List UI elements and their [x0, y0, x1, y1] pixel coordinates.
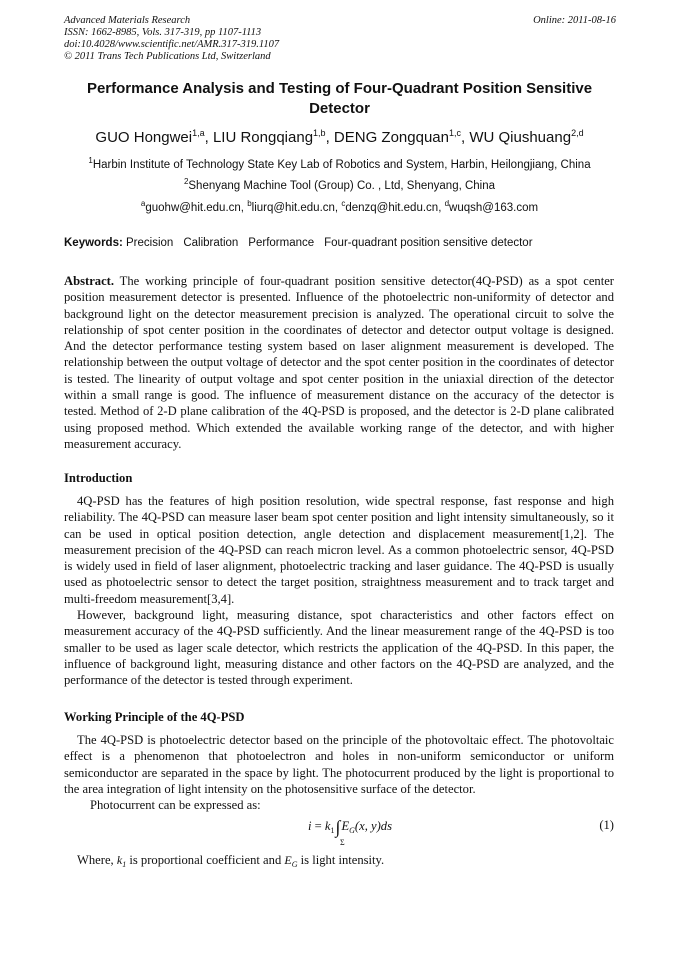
- section-heading-working-principle: Working Principle of the 4Q-PSD: [64, 710, 245, 724]
- author-affiliation-mark: 1,c: [448, 128, 461, 138]
- where-text: is proportional coefficient and: [126, 853, 282, 867]
- affiliation-1: [64, 158, 615, 172]
- working-principle-paragraph-1: The 4Q-PSD is photoelectric detector based on the principle of the photovoltaic effect. The photovoltaic effect is a phenomenon that photoelectron and holes in non-uniform semiconductor or uniform semiconductor are separated in the space by light. The photocurrent produced by the light is proportional to the area integration of light intensity on the photosensitive surface of the detector.: [64, 733, 614, 796]
- working-principle-paragraph-2: Photocurrent can be expressed as:: [90, 798, 261, 812]
- section-heading-introduction: Introduction: [64, 471, 133, 485]
- eq-lhs: i: [308, 819, 312, 833]
- keyword: Four-quadrant position sensitive detector: [324, 237, 533, 249]
- eq-E: E: [341, 819, 350, 833]
- author-list: [64, 128, 615, 148]
- journal-header: [64, 15, 616, 63]
- abstract: [64, 273, 614, 452]
- affiliation-mark: 1: [88, 156, 93, 165]
- email-link[interactable]: guohw@hit.edu.cn,: [145, 202, 248, 214]
- author-name: DENG Zongquan: [333, 129, 449, 146]
- affiliation-2: [64, 179, 615, 193]
- keywords-label: Keywords:: [64, 237, 123, 249]
- author-affiliation-mark: 1,b: [313, 128, 326, 138]
- affiliation-text: Shenyang Machine Tool (Group) Co. , Ltd, Shenyang, China: [188, 180, 496, 192]
- abstract-text: The working principle of four-quadrant position sensitive detector(4Q-PSD) as a spot center position measurement detector is presented. Influence of the photoelectric non-uniformity of detector and background light on the detector measurement precision is analyzed. The operational circuit to solve the relationship of spot center position in the coordinates of detector and detector output voltage is designed. And the detector performance testing system based on laser alignment measurement is developed. The relationship between the output voltage of detector and the spot center position in the coordinates of detector is tested. The linearity of output voltage and spot center position in the uniaxial direction of the detector within a small range is good. The influence of measurement distance on the accuracy of the detector is tested. Method of 2-D plane calibration of the 4Q-PSD is proposed, and the detector is 2-D plane calibrated using proposed method. Which extended the available working range of the detector, and with higher measurement accuracy.: [64, 274, 615, 451]
- where-k: k: [116, 853, 123, 867]
- keyword: Performance: [248, 237, 315, 249]
- author-name: LIU Rongqiang: [212, 129, 314, 146]
- keyword: Calibration: [183, 237, 239, 249]
- keywords-line: [64, 236, 615, 250]
- email-mark: d: [444, 199, 450, 208]
- email-list: [64, 201, 615, 215]
- eq-k-subscript: 1: [330, 826, 335, 835]
- email-link[interactable]: denzq@hit.edu.cn,: [345, 202, 445, 214]
- email-mark: b: [247, 199, 252, 208]
- affiliation-mark: 2: [183, 177, 189, 186]
- where-k-subscript: 1: [122, 860, 127, 869]
- author-affiliation-mark: 2,d: [571, 128, 584, 138]
- author-separator: ,: [204, 129, 213, 146]
- where-text: is light intensity.: [297, 853, 385, 867]
- doi-line: doi:10.4028/www.scientific.net/AMR.317-319.1107: [64, 39, 280, 50]
- equation-number: (1): [599, 818, 614, 832]
- equation-body: [308, 817, 392, 847]
- paper-title: Performance Analysis and Testing of Four-Quadrant Position Sensitive Detector: [86, 80, 593, 117]
- author-name: WU Qiushuang: [469, 129, 572, 146]
- email-mark: a: [140, 199, 146, 208]
- copyright-line: © 2011 Trans Tech Publications Ltd, Switzerland: [64, 51, 271, 62]
- email-link[interactable]: liurq@hit.edu.cn,: [251, 202, 342, 214]
- author-affiliation-mark: 1,a: [192, 128, 205, 138]
- eq-sigma: Σ: [340, 838, 345, 847]
- eq-integral: ∫: [335, 817, 341, 837]
- issn-line: ISSN: 1662-8985, Vols. 317-319, pp 1107-1113: [64, 27, 262, 38]
- where-E-subscript: G: [291, 860, 298, 869]
- email-mark: c: [341, 199, 346, 208]
- author-separator: ,: [461, 129, 470, 146]
- author-separator: ,: [325, 129, 334, 146]
- eq-E-subscript: G: [349, 826, 355, 835]
- eq-equals: =: [311, 819, 325, 833]
- journal-name: Advanced Materials Research: [64, 15, 191, 26]
- eq-k: k: [324, 819, 331, 833]
- eq-args: (x, y)ds: [354, 819, 392, 833]
- where-line: [64, 852, 614, 873]
- abstract-label: Abstract.: [64, 274, 115, 288]
- author-name: GUO Hongwei: [95, 129, 193, 146]
- introduction-paragraph-2: However, background light, measuring distance, spot characteristics and other factors effect on measurement accuracy of the 4Q-PSD sufficiently. And the linear measurement range of the 4Q-PSD is too smaller to be used as lager scale detector, which restricts the application of the 4Q-PSD. In this paper, the influence of background light, measuring distance and other factors on the 4Q-PSD are analyzed, and the performance of the detector is tested through experiment.: [64, 608, 614, 688]
- introduction-paragraph-1: 4Q-PSD has the features of high position resolution, wide spectral response, fast response and high reliability. The 4Q-PSD can measure laser beam spot center position and light intensity simultaneously, so it can be used in optical position detection, angle detection and displacement measurement[1,2]. The measurement precision of the 4Q-PSD can reach micron level. As a common photoelectric sensor, 4Q-PSD is widely used in field of laser alignment, photoelectric tracking and laser guidance. The 4Q-PSD is usually used as photoelectric sensor to detect the target position, straightness measurement and to track target and multi-freedom measurement[3,4].: [64, 494, 614, 606]
- online-date: Online: 2011-08-16: [533, 15, 616, 26]
- equation-1: [64, 815, 614, 851]
- where-E: E: [284, 853, 292, 867]
- keyword: Precision: [126, 237, 174, 249]
- email-link[interactable]: wuqsh@163.com: [449, 202, 539, 214]
- where-text: Where,: [77, 853, 114, 867]
- affiliation-text: Harbin Institute of Technology State Key Lab of Robotics and System, Harbin, Heilongjiang, China: [92, 159, 591, 171]
